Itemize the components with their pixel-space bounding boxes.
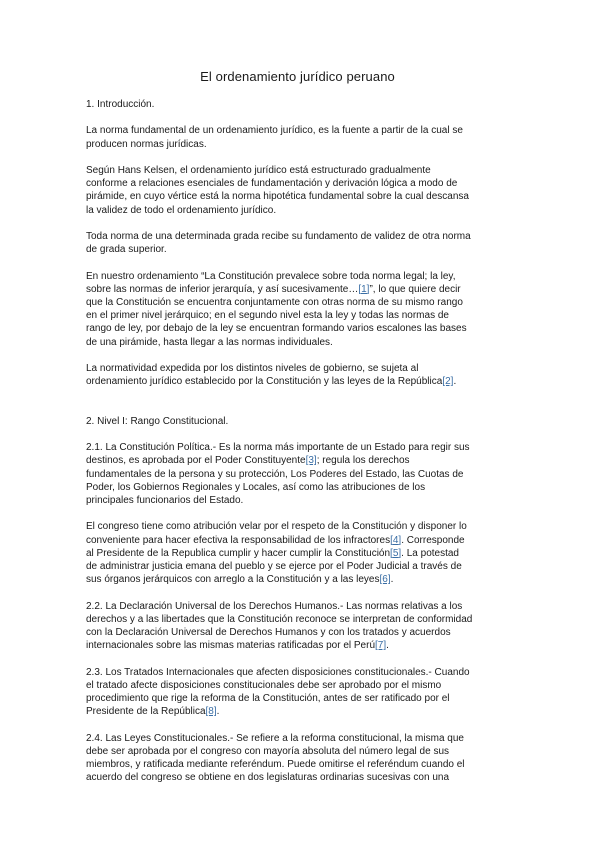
text-segment: .: [390, 574, 394, 586]
text-segment: ordenamiento jurídico establecido por la Constitución y las leyes de la República: [86, 376, 443, 388]
text-segment: internacionales sobre las mismas materias ratificadas por el Perú: [86, 640, 376, 652]
text-line: [86, 454, 512, 467]
text-segment: sobre las normas de inferior jerarquía, y así sucesivamente…: [86, 283, 359, 295]
text-line: [86, 613, 512, 626]
footnote-link[interactable]: [8]: [205, 706, 217, 718]
text-line: [86, 362, 512, 375]
text-line: [86, 639, 512, 652]
text-line: [86, 243, 512, 256]
text-segment: con la Declaración Universal de Derechos Humanos y con los tratados y acuerdos: [86, 626, 451, 638]
text-segment: miembros, y ratificada mediante referéndum. Puede omitirse el referéndum cuando el: [86, 758, 465, 770]
text-segment: Presidente de la República: [86, 706, 206, 718]
paragraph: [86, 164, 512, 217]
text-segment: de administrar justicia emana del pueblo y se ejerce por el Poder Judicial a través de: [86, 560, 462, 572]
footnote-link[interactable]: [3]: [305, 455, 317, 467]
text-segment: destinos, es aprobada por el Poder Constituyente: [86, 455, 306, 467]
text-segment: rango de ley, por debajo de la ley se encuentran formando varios escalones las bases: [86, 323, 467, 335]
text-segment: en el primer nivel jerárquico; en el segundo nivel esta la ley y todas las normas de: [86, 310, 449, 322]
paragraph: [86, 270, 512, 349]
text-segment: 2.1. La Constitución Política.- Es la norma más importante de un Estado para regir sus: [86, 442, 470, 454]
text-line: [86, 494, 512, 507]
text-segment: . La potestad: [401, 547, 459, 559]
text-segment: El congreso tiene como atribución velar por el respeto de la Constitución y disponer lo: [86, 521, 467, 533]
text-segment: En nuestro ordenamiento “La Constitución prevalece sobre toda norma legal; la ley,: [86, 270, 456, 282]
footnote-link[interactable]: [5]: [390, 547, 402, 559]
text-segment: de grada superior.: [86, 244, 167, 256]
text-line: [86, 692, 512, 705]
text-segment: .: [216, 706, 220, 718]
text-segment: producen normas jurídicas.: [86, 138, 207, 150]
text-segment: . Corresponde: [401, 534, 465, 546]
text-segment: procedimiento que rige la reforma de la Constitución, antes de ser ratificado por el: [86, 692, 450, 704]
text-line: [86, 375, 512, 388]
text-line: [86, 573, 512, 586]
paragraph-spacer: [86, 652, 512, 665]
text-line: [86, 138, 512, 151]
paragraph: [86, 666, 512, 719]
text-segment: 2.3. Los Tratados Internacionales que afecten disposiciones constitucionales.- Cuando: [86, 666, 470, 678]
footnote-link[interactable]: [4]: [390, 534, 402, 546]
text-segment: .: [386, 640, 389, 652]
document-title: El ordenamiento jurídico peruano: [200, 69, 395, 84]
paragraph: [86, 732, 512, 785]
text-line: [86, 666, 512, 679]
text-segment: acuerdo del congreso se obtiene en dos legislaturas ordinarias sucesivas con una: [86, 772, 450, 784]
text-segment: La normatividad expedida por los distintos niveles de gobierno, se sujeta al: [86, 362, 419, 374]
text-segment: Según Hans Kelsen, el ordenamiento jurídico está estructurado gradualmente: [86, 164, 431, 176]
footnote-link[interactable]: [7]: [375, 640, 387, 652]
paragraph: [86, 415, 512, 428]
text-segment: ”, lo que quiere decir: [369, 283, 461, 295]
text-segment: pirámide, en cuyo vértice está la norma hipotética fundamental sobre la cual descansa: [86, 191, 469, 203]
paragraph-spacer: [86, 586, 512, 599]
text-line: [86, 547, 512, 560]
footnote-link[interactable]: [1]: [358, 283, 370, 295]
text-segment: el tratado afecte disposiciones constitucionales debe ser aprobado por el mismo: [86, 679, 442, 691]
text-segment: al Presidente de la Republica cumplir y hacer cumplir la Constitución: [86, 547, 391, 559]
text-line: [86, 270, 512, 283]
paragraph: [86, 230, 512, 256]
text-line: [86, 283, 512, 296]
text-segment: la validez de todo el ordenamiento jurídico.: [86, 204, 277, 216]
paragraph-spacer: [86, 151, 512, 164]
text-line: [86, 732, 512, 745]
text-segment: 1. Introducción.: [86, 99, 155, 110]
text-segment: 2. Nivel I: Rango Constitucional.: [86, 415, 229, 427]
text-line: [86, 520, 512, 533]
paragraph: [86, 520, 512, 586]
text-segment: de una pirámide, hasta llegar a las normas individuales.: [86, 336, 333, 348]
paragraph: [86, 600, 512, 653]
text-line: [86, 600, 512, 613]
paragraph: [86, 441, 512, 507]
text-segment: derechos y a las libertades que la Constitución reconoce se interpretan de conformidad: [86, 613, 473, 625]
text-segment: Toda norma de una determinada grada recibe su fundamento de validez de otra norma: [86, 230, 471, 242]
text-line: [86, 336, 512, 349]
text-line: [86, 745, 512, 758]
text-line: [86, 560, 512, 573]
text-line: [86, 626, 512, 639]
paragraph-spacer: [86, 349, 512, 362]
text-segment: sus órganos jerárquicos con arreglo a la Constitución y a las leyes: [86, 574, 380, 586]
paragraph: [86, 362, 512, 388]
paragraph-spacer: [86, 428, 512, 441]
text-line: [86, 309, 512, 322]
text-line: [86, 124, 512, 137]
text-line: [86, 679, 512, 692]
text-segment: que la Constitución se encuentra conjuntamente con otras norma de su mismo rango: [86, 296, 463, 308]
paragraph-spacer: [86, 256, 512, 269]
text-segment: La norma fundamental de un ordenamiento jurídico, es la fuente a partir de la cual se: [86, 125, 463, 137]
text-line: [86, 322, 512, 335]
paragraph-spacer: [86, 217, 512, 230]
text-line: [86, 230, 512, 243]
text-line: [86, 481, 512, 494]
text-line: [86, 758, 512, 771]
text-segment: 2.2. La Declaración Universal de los Derechos Humanos.- Las normas relativas a los: [86, 600, 463, 612]
text-segment: principales funcionarios del Estado.: [86, 494, 244, 506]
text-line: [86, 296, 512, 309]
paragraph-spacer: [86, 718, 512, 731]
document-body: [86, 98, 512, 784]
text-line: [86, 204, 512, 217]
text-line: [86, 441, 512, 454]
text-segment: ; regula los derechos: [316, 455, 410, 467]
text-line: [86, 705, 512, 718]
text-line: [86, 98, 512, 111]
text-segment: debe ser aprobada por el congreso con mayoría absoluta del número legal de sus: [86, 745, 450, 757]
footnote-link[interactable]: [2]: [442, 376, 454, 388]
text-segment: 2.4. Las Leyes Constitucionales.- Se refiere a la reforma constitucional, la misma que: [86, 732, 464, 744]
text-segment: conforme a relaciones esenciales de fundamentación y derivación lógica a modo de: [86, 178, 458, 190]
text-segment: Poder, los Gobiernos Regionales y Locales, así como las atribuciones de los: [86, 481, 426, 493]
text-line: [86, 190, 512, 203]
footnote-link[interactable]: [6]: [379, 574, 391, 586]
text-segment: conveniente para hacer efectiva la responsabilidad de los infractores: [86, 534, 391, 546]
text-line: [86, 164, 512, 177]
paragraph-spacer: [86, 507, 512, 520]
text-segment: fundamentales de la persona y su protección, Los Poderes del Estado, las Cuotas de: [86, 468, 464, 480]
paragraph-spacer: [86, 388, 512, 414]
paragraph: [86, 124, 512, 150]
text-line: [86, 534, 512, 547]
text-segment: .: [453, 376, 457, 388]
paragraph-spacer: [86, 111, 512, 124]
paragraph: [86, 98, 512, 111]
text-line: [86, 177, 512, 190]
text-line: [86, 468, 512, 481]
text-line: [86, 771, 512, 784]
text-line: [86, 415, 512, 428]
